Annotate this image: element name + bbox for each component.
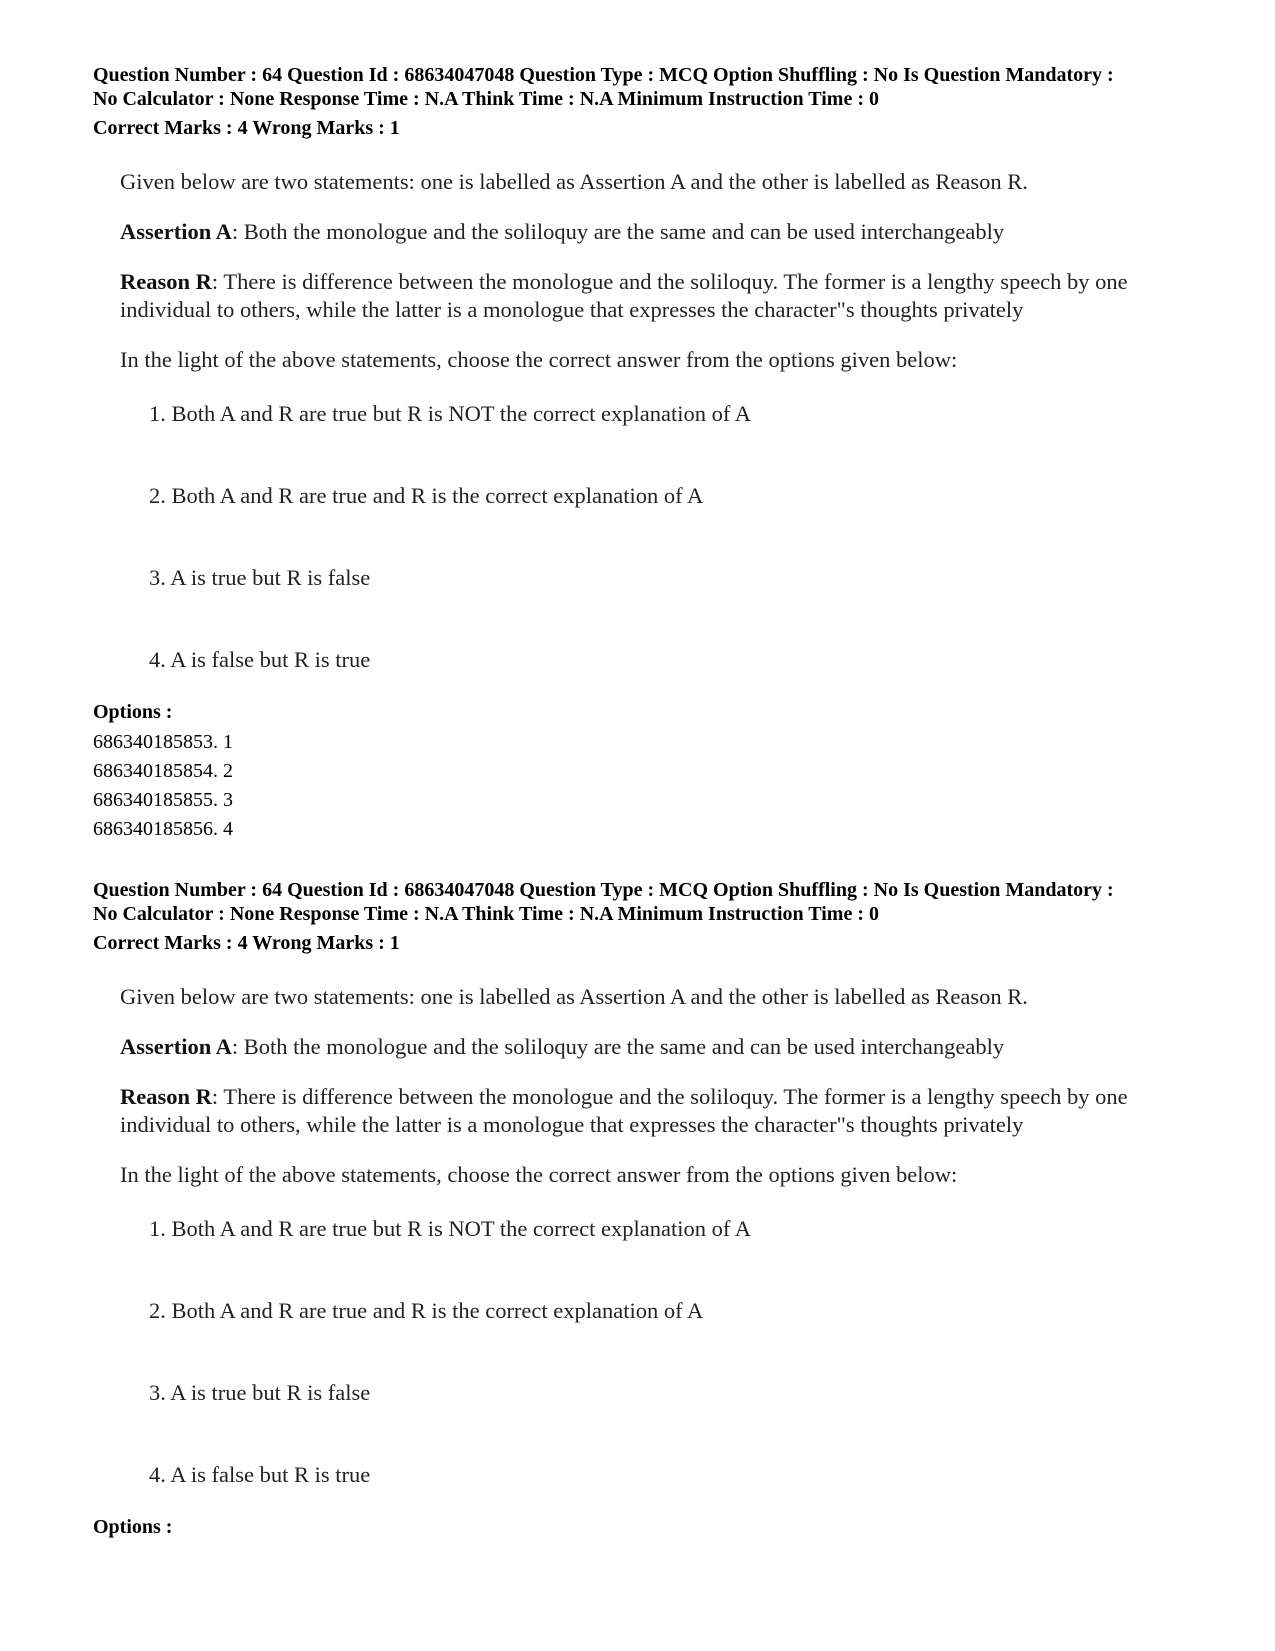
option-item: 686340185856. 4 [93,818,233,840]
question-intro: Given below are two statements: one is labelled as Assertion A and the other is labelled as Reason R. [120,984,1028,1009]
question-meta [93,63,1203,140]
choice-item: 4. A is false but R is true [149,647,371,672]
meta-line: No Calculator : None Response Time : N.A Think Time : N.A Minimum Instruction Time : 0 [93,88,879,110]
option-item: 686340185855. 3 [93,789,233,811]
question-body [120,983,1203,1501]
question-meta [93,878,1203,955]
marks-line: Correct Marks : 4 Wrong Marks : 1 [93,117,400,139]
meta-line: Question Number : 64 Question Id : 68634047048 Question Type : MCQ Option Shuffling : No Is Question Mandatory : [93,879,1114,901]
choice-item: 4. A is false but R is true [149,1462,371,1487]
option-item: 686340185854. 2 [93,760,233,782]
assertion-label: Assertion A [120,1034,232,1059]
reason-statement [120,268,1203,324]
option-list [93,728,1203,844]
question-prompt: In the light of the above statements, choose the correct answer from the options given below: [120,347,958,372]
question-prompt: In the light of the above statements, choose the correct answer from the options given below: [120,1162,958,1187]
assertion-text: : Both the monologue and the soliloquy are the same and can be used interchangeably [231,219,1005,244]
question-block [93,878,1203,1539]
assertion-label: Assertion A [120,219,232,244]
question-intro: Given below are two statements: one is labelled as Assertion A and the other is labelled as Reason R. [120,169,1028,194]
reason-text: : There is difference between the monologue and the soliloquy. The former is a lengthy speech by one individual to others, while the latter is a monologue that expresses the character"s thoughts privately [120,1084,1128,1137]
option-item: 686340185853. 1 [93,731,233,753]
options-label: Options : [93,701,173,723]
choice-list [120,1215,1203,1501]
choice-item: 1. Both A and R are true but R is NOT the correct explanation of A [149,401,751,426]
choice-item: 2. Both A and R are true and R is the correct explanation of A [149,483,704,508]
meta-line: No Calculator : None Response Time : N.A Think Time : N.A Minimum Instruction Time : 0 [93,903,879,925]
assertion-statement [120,1033,1203,1061]
marks-line: Correct Marks : 4 Wrong Marks : 1 [93,932,400,954]
options-label: Options : [93,1516,173,1538]
reason-statement [120,1083,1203,1139]
assertion-statement [120,218,1203,246]
choice-list [120,400,1203,686]
question-body [120,168,1203,686]
question-block [93,63,1203,844]
assertion-text: : Both the monologue and the soliloquy are the same and can be used interchangeably [231,1034,1005,1059]
reason-text: : There is difference between the monologue and the soliloquy. The former is a lengthy speech by one individual to others, while the latter is a monologue that expresses the character"s thoughts privately [120,269,1128,322]
choice-item: 1. Both A and R are true but R is NOT the correct explanation of A [149,1216,751,1241]
reason-label: Reason R [120,269,212,294]
reason-label: Reason R [120,1084,212,1109]
choice-item: 3. A is true but R is false [149,565,371,590]
choice-item: 3. A is true but R is false [149,1380,371,1405]
choice-item: 2. Both A and R are true and R is the correct explanation of A [149,1298,704,1323]
meta-line: Question Number : 64 Question Id : 68634047048 Question Type : MCQ Option Shuffling : No Is Question Mandatory : [93,64,1114,86]
